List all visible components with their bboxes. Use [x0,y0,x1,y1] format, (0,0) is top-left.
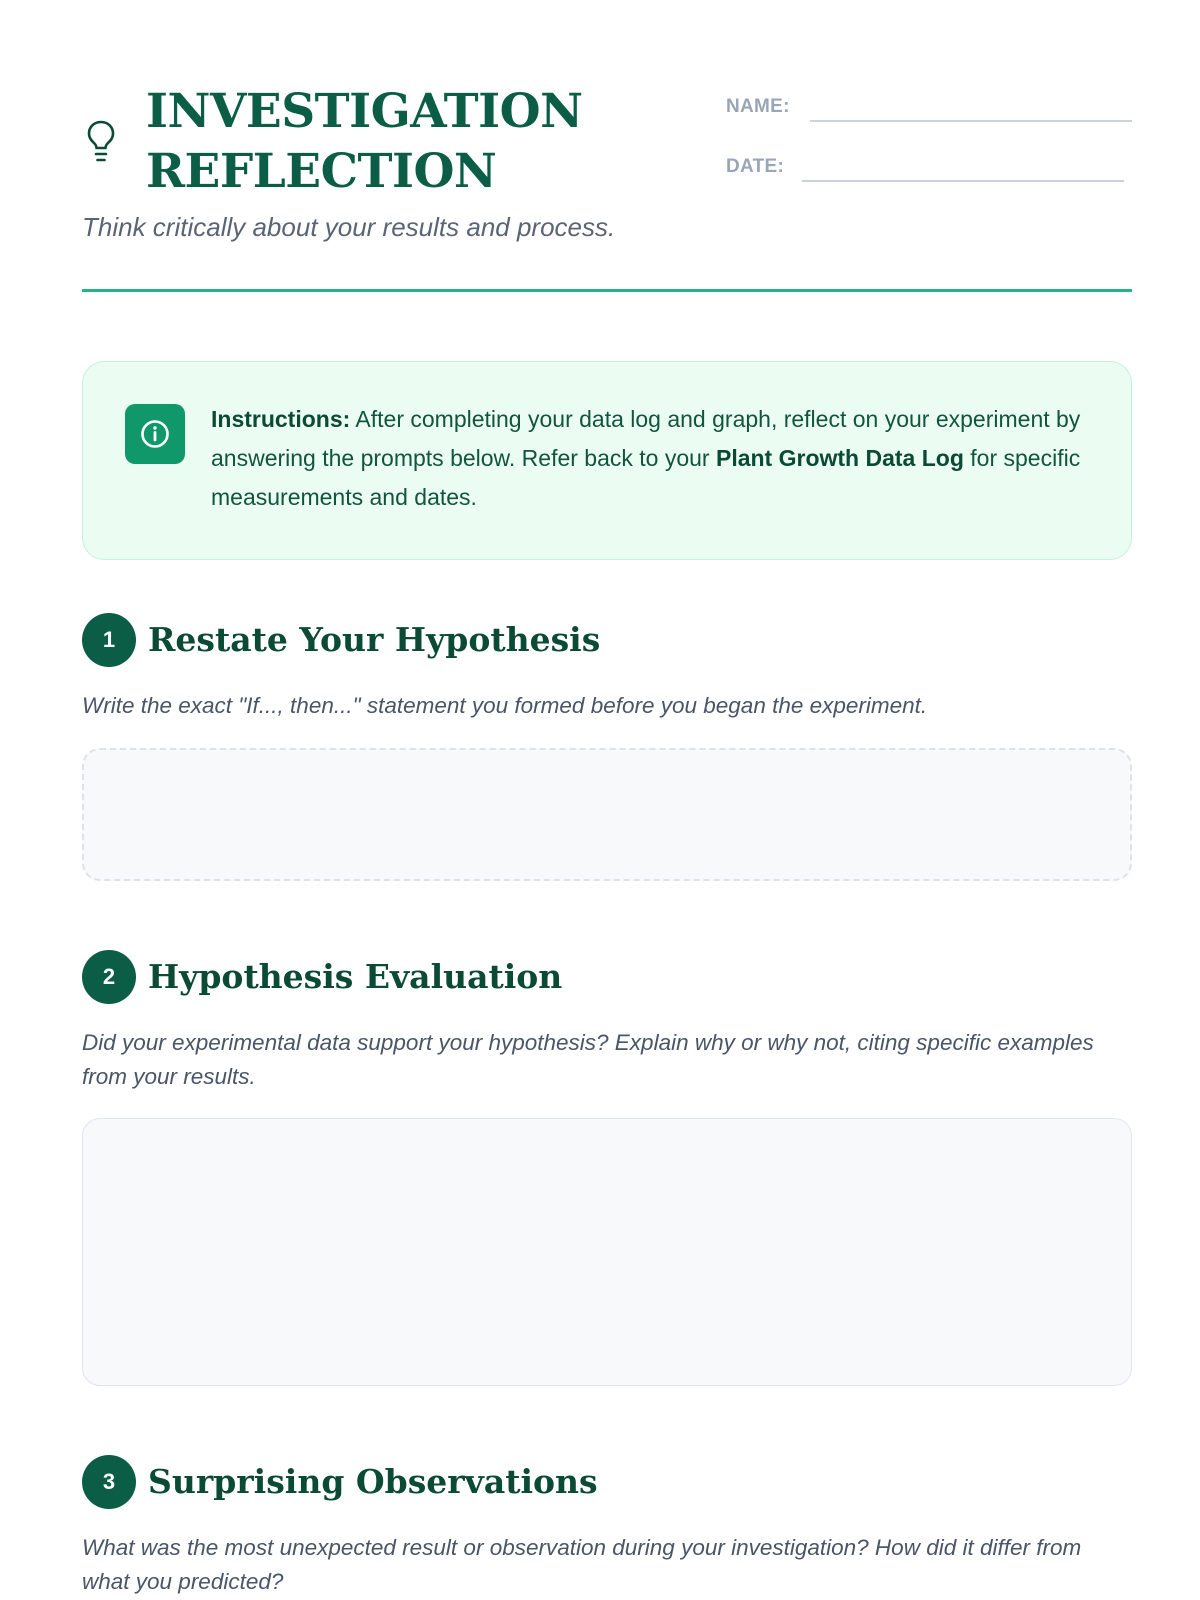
page-subtitle: Think critically about your results and process. [82,212,616,242]
date-line[interactable] [802,180,1124,182]
date-label: DATE: [726,156,785,177]
instructions-emphasis: Plant Growth Data Log [715,445,964,471]
lightbulb-icon [86,120,116,164]
info-icon [125,404,185,464]
name-line[interactable] [810,120,1132,122]
section-number: 2 [82,950,136,1004]
hypothesis-answer-box[interactable] [82,748,1132,881]
worksheet-header [82,82,1132,292]
evaluation-answer-box[interactable] [82,1118,1132,1386]
page-title-line-2: REFLECTION [146,144,497,199]
instructions-text [211,400,1091,517]
date-field[interactable] [726,152,1132,182]
page-title [146,82,583,202]
page-title-line-1: INVESTIGATION [146,84,583,139]
section-title: Hypothesis Evaluation [148,957,563,996]
instructions-lead: Instructions: [211,406,351,432]
info-circle-icon [139,418,171,450]
instructions-body-2: for specific measurements and dates. [211,445,1081,510]
header-divider [82,289,1132,292]
section-prompt: Did your experimental data support your hypothesis? Explain why or why not, citing specific examples from your results. [82,1030,1094,1089]
section-prompt: What was the most unexpected result or observation during your investigation? How did it differ from what you predicted? [82,1535,1082,1594]
section-prompt: Write the exact "If..., then..." statement you formed before you began the experiment. [82,693,928,718]
instructions-box [82,361,1132,560]
section-number: 3 [82,1455,136,1509]
worksheet-page [82,0,1132,1600]
section-title: Surprising Observations [148,1462,598,1501]
section-number: 1 [82,613,136,667]
section-title: Restate Your Hypothesis [148,620,601,659]
name-field[interactable] [726,92,1132,122]
name-label: NAME: [726,96,790,117]
instructions-body-1: After completing your data log and graph, reflect on your experiment by answering the prompts below. Refer back to your [211,406,1081,471]
